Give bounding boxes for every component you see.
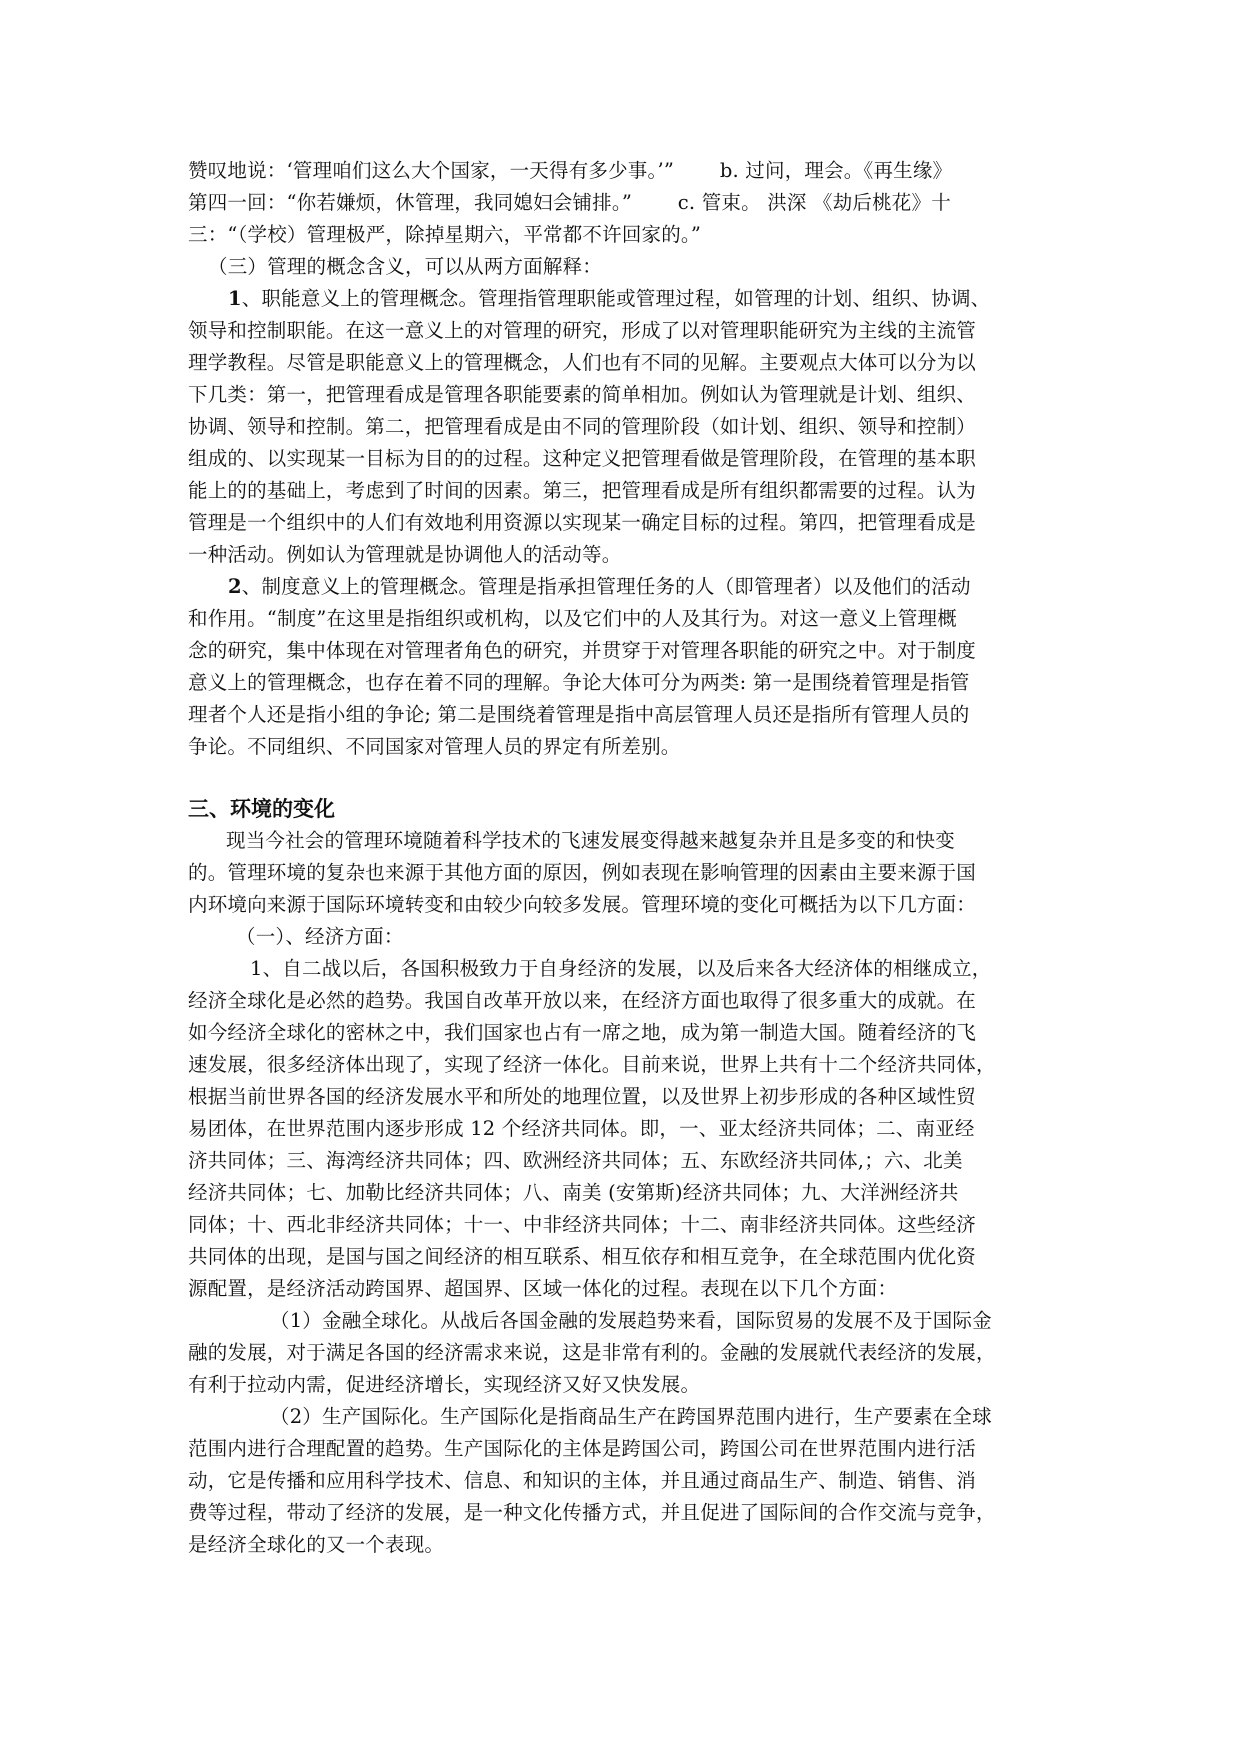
text-line: 三：“（学校）管理极严，除掉星期六，平常都不许回家的。” [188,223,702,246]
paragraph-first-line-text: 、制度意义上的管理概念。管理是指承担管理任务的人（即管理者）以及他们的活动 [241,575,971,598]
text-line: 源配置，是经济活动跨国界、超国界、区域一体化的过程。表现在以下几个方面： [188,1277,898,1300]
text-line: 根据当前世界各国的经济发展水平和所处的地理位置，以及世界上初步形成的各种区域性贸 [188,1085,977,1108]
continued-definition-paragraph [188,155,1058,251]
text-line: 济共同体；三、海湾经济共同体；四、欧洲经济共同体；五、东欧经济共同体,；六、北美 [188,1149,963,1172]
text-line: 第四一回：“你若嫌烦，休管理，我同媳妇会铺排。” c. 管束。 洪深 《劫后桃花》十 [188,191,951,214]
text-line: 组成的、以实现某一目标为目的的过程。这种定义把管理看做是管理阶段，在管理的基本职 [188,447,977,470]
paragraph-first-line [188,571,1058,603]
paragraph-first-line [188,283,1058,315]
text-line: 是经济全球化的又一个表现。 [188,1533,445,1556]
item-number: 2 [228,575,242,598]
paragraph-first-line: 现当今社会的管理环境随着科学技术的飞速发展变得越来越复杂并且是多变的和快变 [226,829,955,852]
financial-globalization-paragraph [188,1305,1058,1401]
text-line: 念的研究，集中体现在对管理者角色的研究，并贯穿于对管理各职能的研究之中。对于制度 [188,639,977,662]
text-line: 领导和控制职能。在这一意义上的对管理的研究，形成了以对管理职能研究为主线的主流管 [188,319,977,342]
text-line: 经济全球化是必然的趋势。我国自改革开放以来，在经济方面也取得了很多重大的成就。在 [188,989,977,1012]
text-line: 经济共同体；七、加勒比经济共同体；八、南美 (安第斯)经济共同体；九、大洋洲经济共 [188,1181,959,1204]
text-line: 共同体的出现，是国与国之间经济的相互联系、相互依存和相互竞争，在全球范围内优化资 [188,1245,977,1268]
text-line: 速发展，很多经济体出现了，实现了经济一体化。目前来说，世界上共有十二个经济共同体， [188,1053,996,1076]
text-line: 意义上的管理概念，也存在着不同的理解。争论大体可分为两类: 第一是围绕着管理是指管 [188,671,970,694]
text-line: 理学教程。尽管是职能意义上的管理概念，人们也有不同的见解。主要观点大体可以分为以 [188,351,977,374]
text-line: 融的发展，对于满足各国的经济需求来说，这是非常有利的。金融的发展就代表经济的发展， [188,1341,996,1364]
paragraph-first-line-text: 、职能意义上的管理概念。管理指管理职能或管理过程，如管理的计划、组织、协调、 [241,287,991,310]
text-line: 易团体，在世界范围内逐步形成 12 个经济共同体。即，一、亚太经济共同体；二、南亚经 [188,1117,975,1140]
text-line: 管理是一个组织中的人们有效地利用资源以实现某一确定目标的过程。第四，把管理看成是 [188,511,977,534]
text-line: 能上的的基础上，考虑到了时间的因素。第三，把管理看成是所有组织都需要的过程。认为 [188,479,977,502]
text-line: 下几类：第一，把管理看成是管理各职能要素的简单相加。例如认为管理就是计划、组织、 [188,383,977,406]
functional-concept-paragraph [188,283,1058,571]
subsection-heading-economy: （一）、经济方面： [236,925,404,948]
paragraph-first-line: （1）金融全球化。从战后各国金融的发展趋势来看，国际贸易的发展不及于国际金 [270,1309,992,1332]
text-line: 协调、领导和控制。第二，把管理看成是由不同的管理阶段（如计划、组织、领导和控制） [188,415,977,438]
text-line: 范围内进行合理配置的趋势。生产国际化的主体是跨国公司，跨国公司在世界范围内进行活 [188,1437,977,1460]
text-line: 动，它是传播和应用科学技术、信息、和知识的主体，并且通过商品生产、制造、销售、消 [188,1469,977,1492]
item-number: 1 [228,287,242,310]
environment-intro-paragraph [188,825,1058,921]
text-line: 如今经济全球化的密林之中，我们国家也占有一席之地，成为第一制造大国。随着经济的飞 [188,1021,977,1044]
text-line: 的。管理环境的复杂也来源于其他方面的原因，例如表现在影响管理的因素由主要来源于国 [188,861,977,884]
paragraph-first-line: （2）生产国际化。生产国际化是指商品生产在跨国界范围内进行，生产要素在全球 [270,1405,992,1428]
subsection-heading-concept: （三）管理的概念含义，可以从两方面解释： [208,255,603,278]
text-line: 一种活动。例如认为管理就是协调他人的活动等。 [188,543,622,566]
text-line: 理者个人还是指小组的争论; 第二是围绕着管理是指中高层管理人员还是指所有管理人员的 [188,703,970,726]
production-internationalization-paragraph [188,1401,1058,1561]
text-line: 费等过程，带动了经济的发展，是一种文化传播方式，并且促进了国际间的合作交流与竞争， [188,1501,996,1524]
institutional-concept-paragraph [188,571,1058,763]
section-heading-environment: 三、环境的变化 [188,796,335,821]
text-line: 有利于拉动内需，促进经济增长，实现经济又好又快发展。 [188,1373,701,1396]
text-line: 赞叹地说：‘管理咱们这么大个国家，一天得有多少事。’” b. 过问，理会。《再生缘》 [188,159,953,182]
text-line: 同体；十、西北非经济共同体；十一、中非经济共同体；十二、南非经济共同体。这些经济 [188,1213,977,1236]
economic-globalization-paragraph [188,953,1058,1305]
document-page [188,155,1058,1561]
paragraph-first-line: 1、自二战以后，各国积极致力于自身经济的发展，以及后来各大经济体的相继成立， [250,957,992,980]
text-line: 内环境向来源于国际环境转变和由较少向较多发展。管理环境的变化可概括为以下几方面： [188,893,977,916]
text-line: 和作用。“制度”在这里是指组织或机构，以及它们中的人及其行为。对这一意义上管理概 [188,607,957,630]
text-line: 争论。不同组织、不同国家对管理人员的界定有所差别。 [188,735,681,758]
